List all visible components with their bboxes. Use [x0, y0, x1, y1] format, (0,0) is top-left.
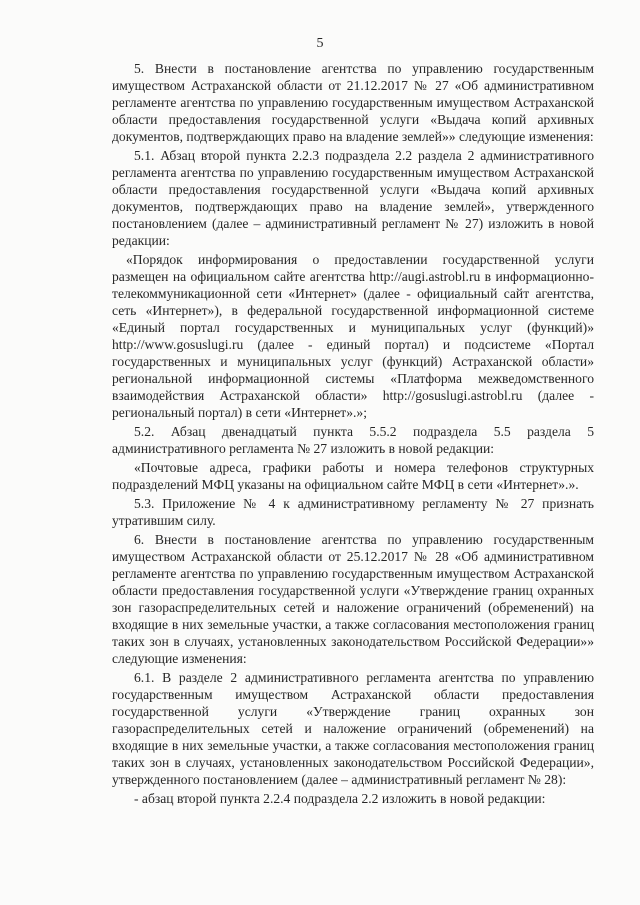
paragraph-5-3: 5.3. Приложение № 4 к административному регламенту № 27 признать утратившим силу.	[112, 496, 594, 528]
paragraph-6-1-dash: - абзац второй пункта 2.2.4 подраздела 2.2 изложить в новой редакции:	[134, 791, 546, 806]
paragraph-5-2-quote: «Почтовые адреса, графики работы и номера телефонов структурных подразделений МФЦ указаны на официальном сайте МФЦ в сети «Интернет».».	[112, 460, 594, 492]
paragraph-5: 5. Внести в постановление агентства по управлению государственным имуществом Астраханской области от 21.12.2017 № 27 «Об административном регламенте агентства по управлению государственным имуществом Астраханской области предоставления государственной услуги «Выдача копий архивных документов, подтверждающих право на владение землей»» следующие изменения:	[112, 61, 594, 144]
document-body	[112, 60, 594, 809]
paragraph-5-1: 5.1. Абзац второй пункта 2.2.3 подраздела 2.2 раздела 2 административного регламента агентства по управлению государственным имуществом Астраханской области предоставления государственной услуги «Выдача копий архивных документов, подтверждающих право на владение землей», утвержденного постановлением (далее – административный регламент № 27) изложить в новой редакции:	[112, 148, 594, 248]
page-number: 5	[316, 36, 324, 51]
paragraph-6-1: 6.1. В разделе 2 административного регламента агентства по управлению государственным имуществом Астраханской области предоставления государственной услуги «Утверждение границ охранных зон газораспределительных сетей и наложение ограничений (обременений) на входящие в них земельные участки, а также согласования местоположения границ таких зон в случаях, установленных законодательством Российской Федерации», утвержденного постановлением (далее – административный регламент № 28):	[112, 670, 594, 787]
paragraph-5-1-quote: «Порядок информирования о предоставлении государственной услуги размещен на официальном сайте агентства http://augi.astrobl.ru в информационно-телекоммуникационной сети «Интернет» (далее - официальный сайт агентства, сеть «Интернет»), в федеральной государственной информационной системе «Единый портал государственных и муниципальных услуг (функций)» http://www.gosuslugi.ru (далее - единый портал) и подсистеме «Портал государственных и муниципальных услуг (функций) Астраханской области» региональной информационной системы «Платформа межведомственного взаимодействия Астраханской области» http://gosuslugi.astrobl.ru (далее - региональный портал) в сети «Интернет».»;	[112, 252, 594, 420]
paragraph-5-2: 5.2. Абзац двенадцатый пункта 5.5.2 подраздела 5.5 раздела 5 административного регламента № 27 изложить в новой редакции:	[112, 424, 594, 456]
paragraph-6: 6. Внести в постановление агентства по управлению государственным имуществом Астраханской области от 25.12.2017 № 28 «Об административном регламенте агентства по управлению государственным имуществом Астраханской области предоставления государственной услуги «Утверждение границ охранных зон газораспределительных сетей и наложение ограничений (обременений) на входящие в них земельные участки, а также согласования местоположения границ таких зон в случаях, установленных законодательством Российской Федерации»» следующие изменения:	[112, 532, 594, 666]
